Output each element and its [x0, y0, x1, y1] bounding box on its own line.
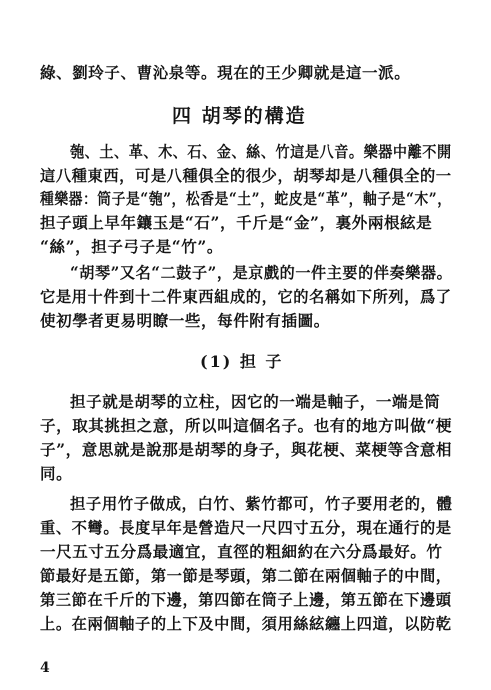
- paragraph-line: 担子用竹子做成，白竹、紫竹都可，竹子要用老的，體: [70, 494, 453, 513]
- paragraph-line: 種樂器：筒子是“匏”，松香是“土”，蛇皮是“革”，軸子是“木”，: [40, 189, 452, 208]
- paragraph-line: 節最好是五節，第一節是琴頭，第二節在兩個軸子的中間，: [40, 566, 452, 585]
- paragraph-line: 重、不彎。長度早年是營造尺一尺四寸五分，現在通行的是: [40, 518, 452, 537]
- paragraph-line: 第三節在千斤的下邊，第四節在筒子上邊，第五節在下邊頭: [40, 590, 452, 609]
- paragraph-line: 子，取其挑担之意，所以叫這個名子。也有的地方叫做“梗: [40, 416, 453, 435]
- paragraph-line: 担子就是胡琴的立柱，因它的一端是軸子，一端是筒: [70, 392, 441, 411]
- paragraph-line: 這八種東西，可是八種俱全的很少，胡琴却是八種俱全的一: [40, 166, 452, 185]
- paragraph-line: 匏、土、革、木、石、金、絲、竹這是八音。樂器中離不開: [70, 142, 452, 161]
- paragraph-line: 使初學者更易明瞭一些，每件附有插圖。: [40, 311, 330, 330]
- paragraph-line: 它是用十件到十二件東西組成的，它的名稱如下所列，爲了: [40, 287, 452, 306]
- subsection-title: (1) 担 子: [200, 352, 284, 371]
- paragraph-line: 一尺五寸五分爲最適宜，直徑的粗細約在六分爲最好。竹: [40, 542, 443, 561]
- paragraph-line: 同。: [40, 464, 73, 483]
- intro-line: 綠、劉玲子、曹沁泉等。現在的王少卿就是這一派。: [40, 63, 411, 82]
- paragraph-line: “胡琴”又名“二鼓子”，是京戲的一件主要的伴奏樂器。: [70, 263, 453, 282]
- paragraph-line: 上。在兩個軸子的上下及中間，須用絲絃纏上四道，以防乾: [40, 614, 452, 633]
- section-title: 四 胡琴的構造: [172, 105, 307, 127]
- paragraph-line: 子”，意思就是說那是胡琴的身子，與花梗、菜梗等含意相: [40, 440, 453, 459]
- paragraph-line: “絲”，担子弓子是“竹”。: [40, 237, 223, 256]
- paragraph-line: 担子頭上早年鑲玉是“石”，千斤是“金”，裏外兩根絃是: [40, 213, 433, 232]
- page-number: 4: [40, 660, 50, 676]
